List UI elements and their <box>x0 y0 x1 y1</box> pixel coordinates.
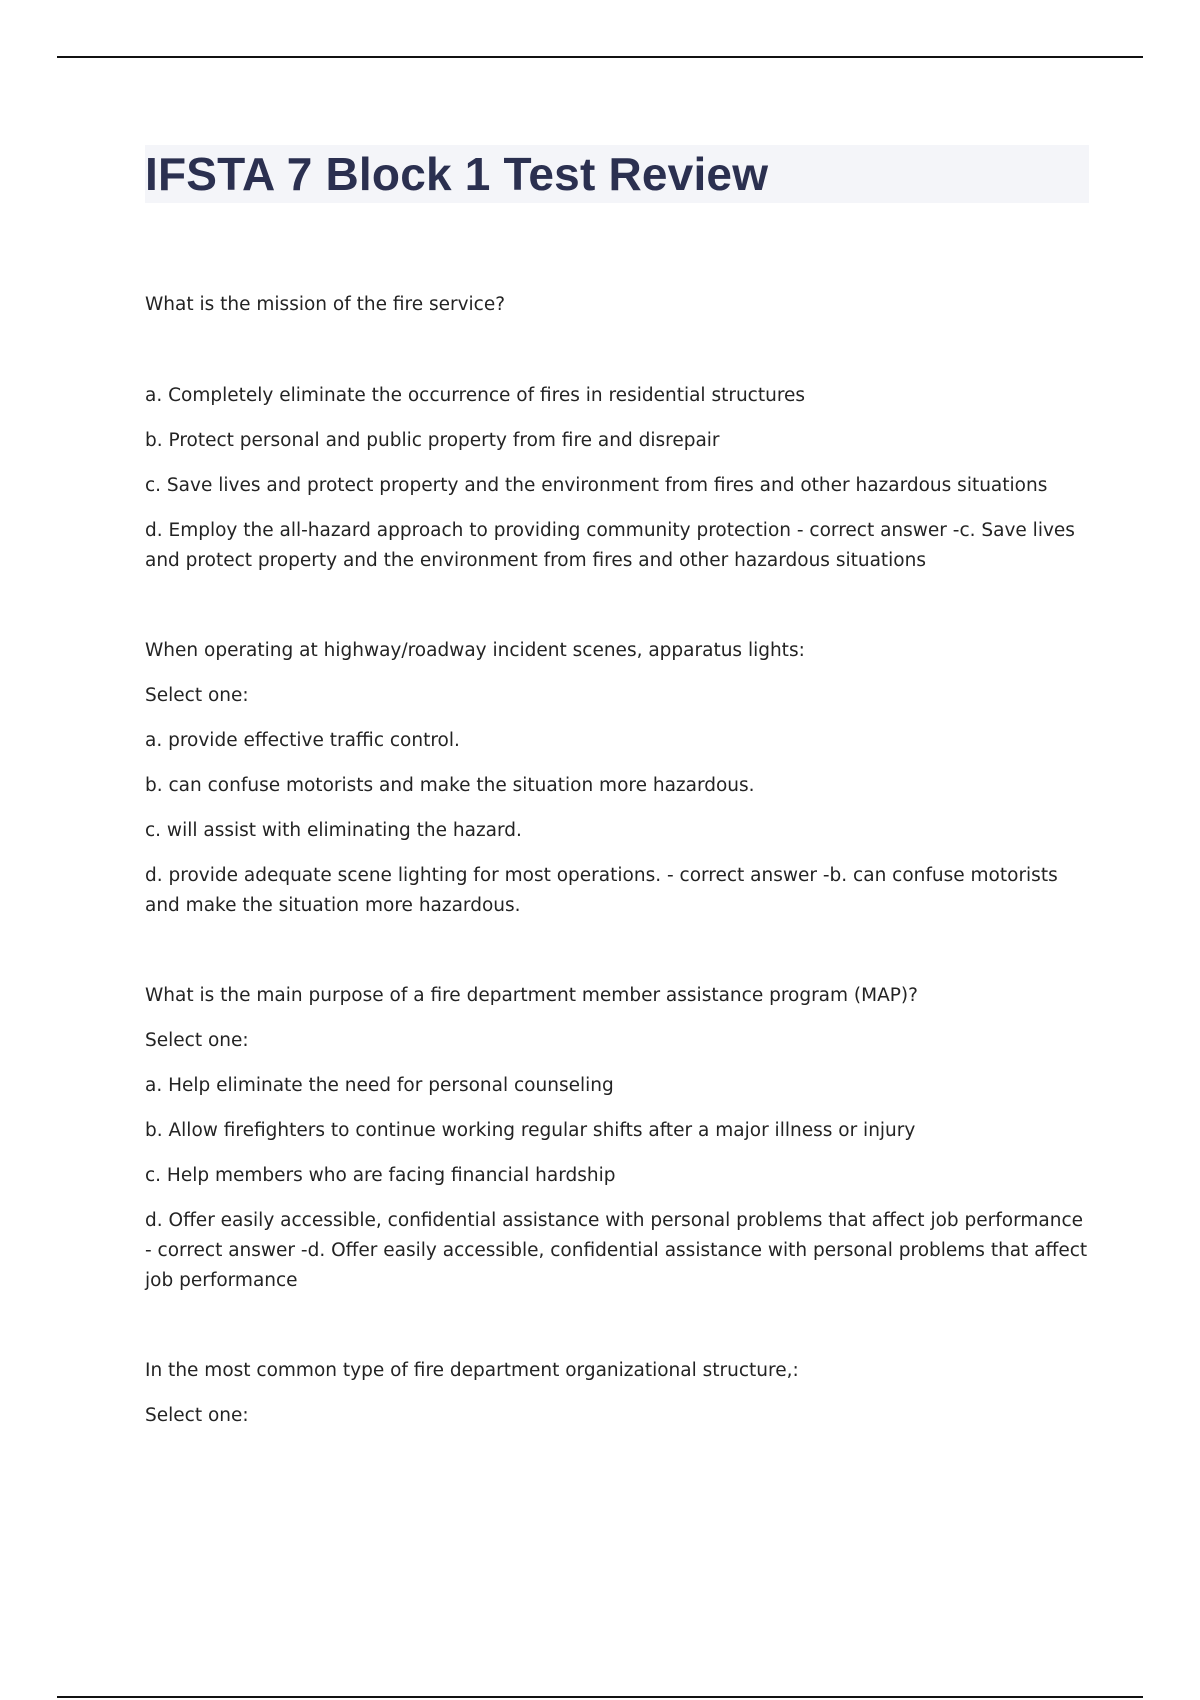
select-prompt: Select one: <box>145 685 249 706</box>
answer-option: c. Help members who are facing financial hardship <box>145 1165 616 1186</box>
answer-option: d. provide adequate scene lighting for most operations. - correct answer -b. can confuse motorists and make the situation more hazardous. <box>145 865 1058 916</box>
bottom-rule <box>57 1696 1143 1698</box>
answer-option: a. provide effective traffic control. <box>145 730 460 751</box>
question-block-4 <box>145 1356 1095 1431</box>
question-block-3 <box>145 981 1095 1296</box>
answer-option: a. Completely eliminate the occurrence of fires in residential structures <box>145 385 806 406</box>
question-text: When operating at highway/roadway incident scenes, apparatus lights: <box>145 640 805 661</box>
answer-option: c. Save lives and protect property and the environment from fires and other hazardous situations <box>145 475 1048 496</box>
answer-option: d. Offer easily accessible, confidential assistance with personal problems that affect job performance - correct answer -d. Offer easily accessible, confidential assistance with personal problems that affect job performance <box>145 1210 1088 1291</box>
answer-option: b. Allow firefighters to continue working regular shifts after a major illness or injury <box>145 1120 916 1141</box>
question-text: What is the mission of the fire service? <box>145 294 506 315</box>
document-body <box>145 290 1095 1446</box>
answer-option: b. Protect personal and public property from fire and disrepair <box>145 430 720 451</box>
answer-option: d. Employ the all-hazard approach to providing community protection - correct answer -c. Save lives and protect property and the environment from fires and other hazardous situations <box>145 520 1075 571</box>
answer-option: a. Help eliminate the need for personal counseling <box>145 1075 614 1096</box>
document-title: IFSTA 7 Block 1 Test Review <box>145 148 769 200</box>
question-text: What is the main purpose of a fire department member assistance program (MAP)? <box>145 985 918 1006</box>
question-block-2 <box>145 636 1095 921</box>
select-prompt: Select one: <box>145 1405 249 1426</box>
answer-option: b. can confuse motorists and make the situation more hazardous. <box>145 775 755 796</box>
question-text: In the most common type of fire department organizational structure,: <box>145 1360 799 1381</box>
top-rule <box>57 56 1143 58</box>
answer-option: c. will assist with eliminating the hazard. <box>145 820 522 841</box>
question-block-1 <box>145 290 1095 576</box>
select-prompt: Select one: <box>145 1030 249 1051</box>
